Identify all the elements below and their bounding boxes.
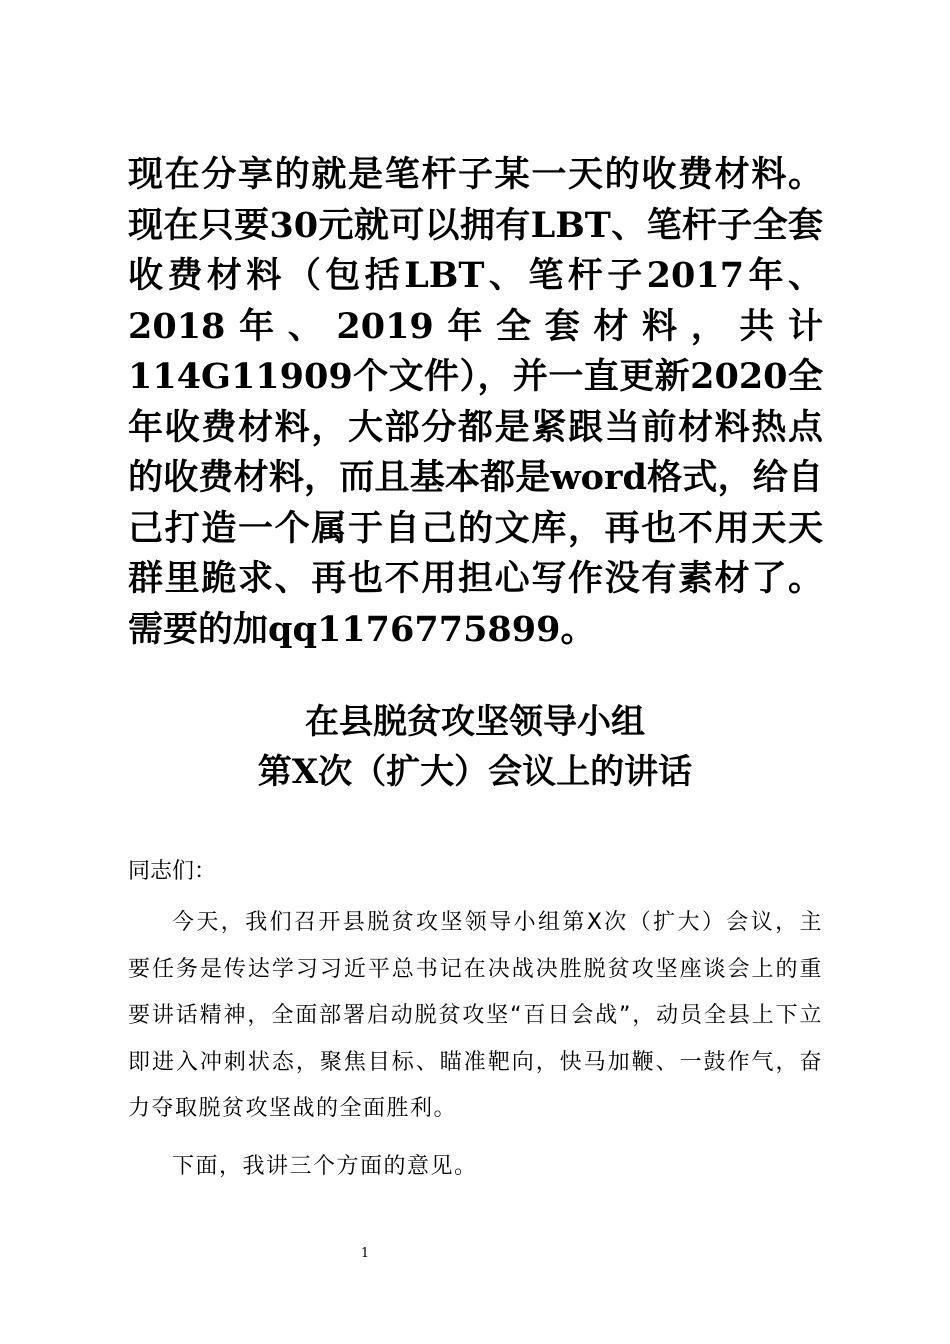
speech-title-line-2: 第X次（扩大）会议上的讲话	[257, 752, 693, 792]
speech-title-line-1: 在县脱贫攻坚领导小组	[305, 702, 645, 742]
promo-text-block: 现在分享的就是笔杆子某一天的收费材料。现在只要30元就可以拥有LBT、笔杆子全套收费材料（包括LBT、笔杆子2017年、2018年、2019年全套材料，共计114G11909个文件），并一直更新2020全年收费材料，大部分都是紧跟当前材料热点的收费材料，而且基本都是word格式，给自己打造一个属于自己的文库，再也不用天天群里跪求、再也不用担心写作没有素材了。需要的加qq1176775899。	[128, 154, 823, 650]
salutation: 同志们：	[128, 859, 217, 884]
body-paragraph-1: 今天，我们召开县脱贫攻坚领导小组第X次（扩大）会议，主要任务是传达学习习近平总书记在决战决胜脱贫攻坚座谈会上的重要讲话精神，全面部署启动脱贫攻坚“百日会战”，动员全县上下立即进入冲刺状态，聚焦目标、瞄准靶向，快马加鞭、一鼓作气，奋力夺取脱贫攻坚战的全面胜利。	[128, 910, 823, 1121]
body-paragraph-2: 下面，我讲三个方面的意见。	[172, 1154, 478, 1179]
page-number: 1	[360, 1246, 370, 1261]
